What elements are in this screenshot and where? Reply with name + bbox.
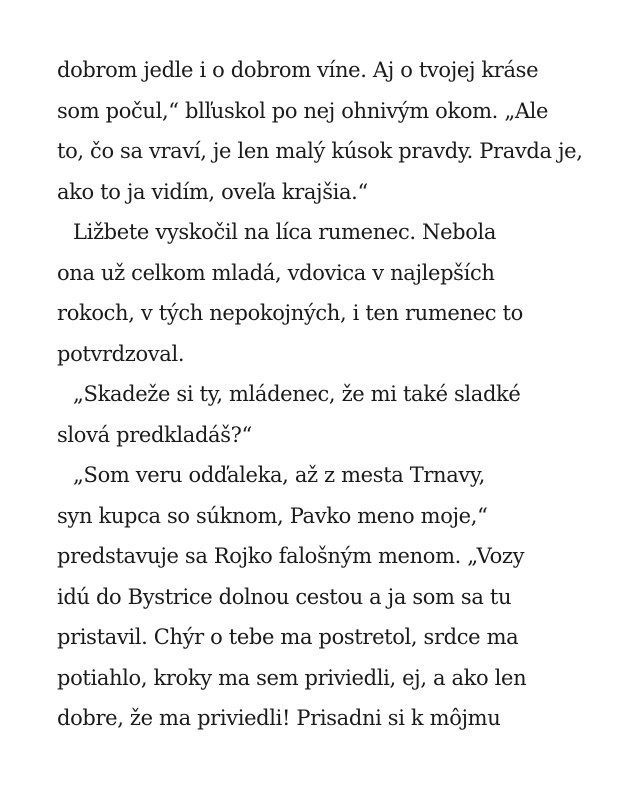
text-line: potvrdzoval. [57, 341, 185, 366]
text-line: som počul,“ blľuskol po nej ohnivým okom. „Ale [57, 98, 549, 123]
text-line: pristavil. Chýr o tebe ma postretol, srdce ma [57, 625, 519, 649]
text-line: potiahlo, kroky ma sem priviedli, ej, a ako len [57, 665, 527, 690]
text-line: to, čo sa vraví, je len malý kúsok pravdy. Pravda je, [57, 139, 583, 163]
text-line: idú do Bystrice dolnou cestou a ja som sa tu [57, 584, 512, 609]
text-line: rokoch, v tých nepokojných, i ten rumenec to [57, 301, 523, 325]
text-line: syn kupca so súknom, Pavko meno moje,“ [57, 503, 488, 528]
text-line: dobrom jedle i o dobrom víne. Aj o tvojej kráse [57, 58, 539, 82]
text-line: ako to ja vidím, oveľa krajšia.“ [57, 179, 368, 204]
text-line: „Skadeže si ty, mládenec, že mi také sladké [73, 382, 521, 406]
text-line: „Som veru odďaleka, až z mesta Trnavy, [73, 463, 485, 487]
text-line: dobre, že ma priviedli! Prisadni si k môjmu [57, 706, 501, 730]
text-line: predstavuje sa Rojko falošným menom. „Vozy [57, 544, 525, 568]
text-line: Ližbete vyskočil na líca rumenec. Nebola [73, 220, 497, 244]
text-line: slová predkladáš?“ [57, 422, 252, 447]
body-text [57, 50, 597, 739]
text-line: ona už celkom mladá, vdovica v najlepších [57, 260, 495, 285]
